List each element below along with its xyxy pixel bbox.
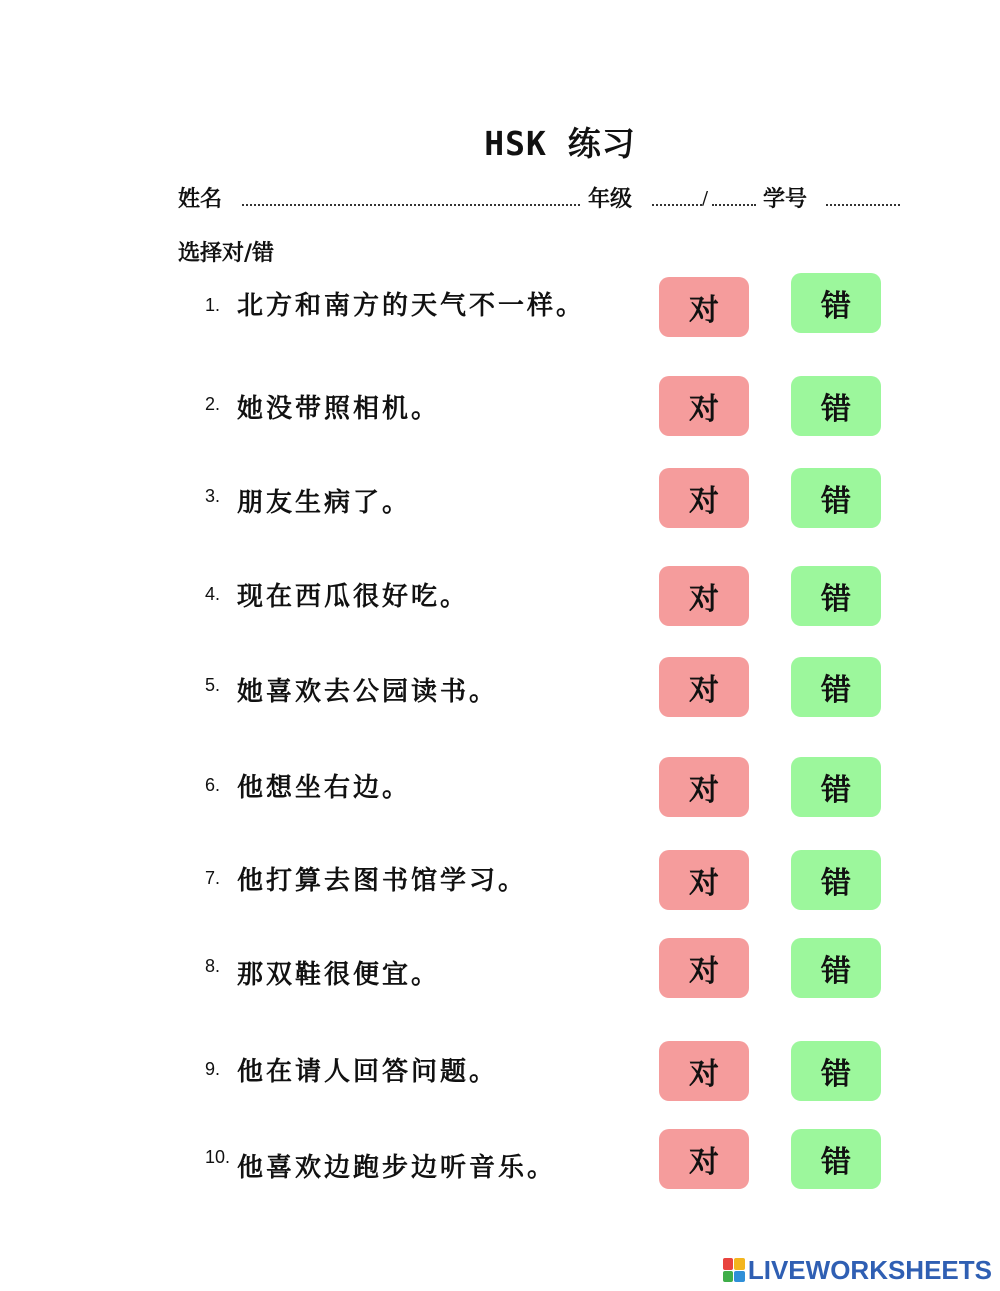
true-button[interactable]: 对	[659, 566, 749, 626]
question-text: 他在请人回答问题。	[237, 1057, 499, 1087]
grade-field-1[interactable]	[652, 204, 702, 206]
question-text: 那双鞋很便宜。	[237, 960, 441, 990]
true-button[interactable]: 对	[659, 468, 749, 528]
true-button[interactable]: 对	[659, 757, 749, 817]
true-button[interactable]: 对	[659, 277, 749, 337]
question-row	[0, 1041, 1000, 1103]
liveworksheets-logo[interactable]	[723, 1255, 992, 1285]
question-text: 北方和南方的天气不一样。	[237, 291, 586, 321]
instruction-text: 选择对/错	[178, 240, 275, 266]
true-button[interactable]: 对	[659, 1129, 749, 1189]
question-row	[0, 1129, 1000, 1191]
true-button[interactable]: 对	[659, 376, 749, 436]
question-text: 朋友生病了。	[237, 488, 412, 518]
question-number: 7.	[205, 868, 221, 888]
question-row	[0, 376, 1000, 438]
question-number: 5.	[205, 675, 221, 695]
question-text: 他喜欢边跑步边听音乐。	[237, 1153, 557, 1183]
question-row	[0, 657, 1000, 719]
question-row	[0, 566, 1000, 628]
question-row	[0, 938, 1000, 1000]
true-button[interactable]: 对	[659, 938, 749, 998]
question-row	[0, 468, 1000, 530]
grade-field-2[interactable]	[712, 204, 756, 206]
question-number: 2.	[205, 394, 221, 414]
false-button[interactable]: 错	[791, 657, 881, 717]
question-row	[0, 277, 1000, 339]
grade-separator: /	[702, 188, 709, 209]
name-field[interactable]	[242, 204, 580, 206]
question-text: 她没带照相机。	[237, 394, 441, 424]
false-button[interactable]: 错	[791, 1129, 881, 1189]
question-number: 1.	[205, 295, 221, 315]
page-title: HSK 练习	[484, 124, 636, 163]
logo-text: LIVEWORKSHEETS	[747, 1254, 992, 1285]
true-button[interactable]: 对	[659, 657, 749, 717]
question-number: 4.	[205, 584, 221, 604]
student-id-field[interactable]	[826, 204, 900, 206]
question-text: 他想坐右边。	[237, 773, 412, 803]
false-button[interactable]: 错	[791, 938, 881, 998]
student-info-row	[178, 182, 900, 216]
grade-label: 年级	[588, 186, 633, 212]
liveworksheets-logo-icon	[723, 1258, 745, 1282]
false-button[interactable]: 错	[791, 757, 881, 817]
false-button[interactable]: 错	[791, 1041, 881, 1101]
true-button[interactable]: 对	[659, 850, 749, 910]
question-text: 她喜欢去公园读书。	[237, 677, 499, 707]
false-button[interactable]: 错	[791, 468, 881, 528]
question-row	[0, 850, 1000, 912]
false-button[interactable]: 错	[791, 566, 881, 626]
question-number: 3.	[205, 486, 221, 506]
question-number: 9.	[205, 1059, 221, 1079]
student-id-label: 学号	[763, 186, 808, 212]
question-text: 现在西瓜很好吃。	[237, 582, 470, 612]
question-text: 他打算去图书馆学习。	[237, 866, 528, 896]
false-button[interactable]: 错	[791, 850, 881, 910]
true-button[interactable]: 对	[659, 1041, 749, 1101]
false-button[interactable]: 错	[791, 376, 881, 436]
name-label: 姓名	[178, 186, 223, 212]
false-button[interactable]: 错	[791, 273, 881, 333]
question-number: 10.	[205, 1147, 231, 1167]
question-number: 8.	[205, 956, 221, 976]
question-row	[0, 757, 1000, 819]
question-number: 6.	[205, 775, 221, 795]
